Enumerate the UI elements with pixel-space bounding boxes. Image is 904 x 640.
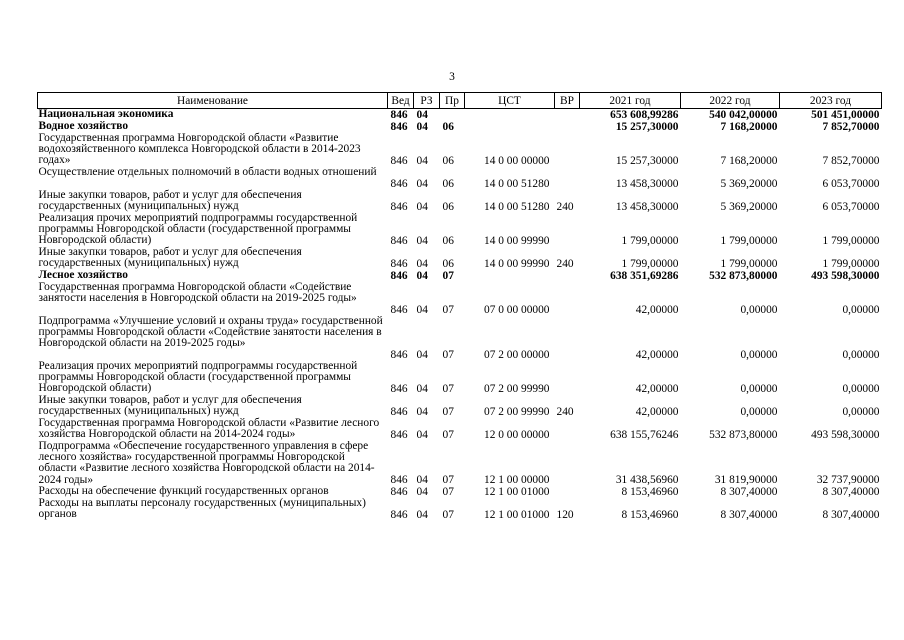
row-vr (555, 486, 580, 498)
row-2022: 31 819,90000 (714, 473, 778, 486)
row-pr: 07 (442, 473, 454, 486)
row-rz: 04 (416, 108, 428, 121)
row-pr: 06 (442, 200, 454, 213)
row-rz: 04 (416, 428, 428, 441)
row-2022: 540 042,00000 (709, 108, 778, 121)
table-row (38, 213, 882, 247)
row-rz: 04 (416, 120, 428, 133)
row-2021: 13 458,30000 (615, 200, 679, 213)
col-header-2021: 2021 год (580, 93, 681, 109)
row-name: Иные закупки товаров, работ и услуг для обеспечения государственных (муниципальных) нужд (38, 246, 302, 270)
row-cst: 14 0 00 51280 (484, 177, 550, 190)
row-cst: 07 2 00 99990 (484, 382, 550, 395)
row-2022: 7 168,20000 (720, 154, 778, 167)
row-vr (555, 133, 580, 167)
row-vr (555, 121, 580, 133)
row-2021: 638 155,76246 (610, 428, 679, 441)
row-2021: 15 257,30000 (615, 154, 679, 167)
row-vr: 240 (556, 257, 574, 270)
row-vr (555, 109, 580, 122)
row-2023: 7 852,70000 (822, 120, 880, 133)
row-vr (555, 316, 580, 361)
row-2023: 493 598,30000 (811, 428, 880, 441)
row-vr (555, 361, 580, 395)
row-2022: 0,00000 (740, 405, 778, 418)
row-vr (555, 441, 580, 486)
row-name: Реализация прочих мероприятий подпрограммы государственной программы Новгородской области (государственной программы Новгородской области) (38, 360, 358, 395)
row-2023: 6 053,70000 (822, 200, 880, 213)
row-name: Лесное хозяйство (38, 269, 129, 281)
row-pr: 07 (442, 269, 454, 282)
row-name: Иные закупки товаров, работ и услуг для обеспечения государственных (муниципальных) нужд (38, 394, 302, 418)
table-header-row (38, 93, 882, 109)
row-2021: 15 257,30000 (615, 120, 679, 133)
row-2023: 493 598,30000 (811, 269, 880, 282)
row-rz: 04 (416, 154, 428, 167)
row-name: Водное хозяйство (38, 120, 129, 132)
row-vr (555, 270, 580, 282)
row-rz: 04 (416, 382, 428, 395)
col-header-ved: Вед (388, 93, 414, 109)
col-header-name: Наименование (38, 93, 388, 109)
row-2021: 1 799,00000 (621, 257, 679, 270)
row-2023: 1 799,00000 (822, 234, 880, 247)
row-2022: 0,00000 (740, 348, 778, 361)
row-2022: 532 873,80000 (709, 269, 778, 282)
row-2022: 5 369,20000 (720, 200, 778, 213)
row-2021: 8 153,46960 (621, 508, 679, 521)
table-row (38, 316, 882, 361)
row-cst: 14 0 00 99990 (484, 257, 550, 270)
row-name: Осуществление отдельных полномочий в области водных отношений (38, 166, 377, 178)
row-rz: 04 (416, 405, 428, 418)
row-cst: 12 0 00 00000 (484, 428, 550, 441)
row-2021: 8 153,46960 (621, 485, 679, 498)
row-ved: 846 (390, 428, 408, 441)
table-row (38, 247, 882, 270)
page-number: 3 (449, 71, 455, 83)
row-cst: 07 0 00 00000 (484, 303, 550, 316)
row-vr (555, 213, 580, 247)
row-2022: 1 799,00000 (720, 234, 778, 247)
row-ved: 846 (390, 234, 408, 247)
row-name: Государственная программа Новгородской области «Развитие водохозяйственного комплекса Новгородской области в 2014-2023 годах» (38, 132, 361, 167)
row-name: Расходы на обеспечение функций государственных органов (38, 485, 329, 497)
row-2023: 0,00000 (842, 348, 880, 361)
row-vr (555, 282, 580, 316)
row-pr: 06 (442, 257, 454, 270)
row-2022: 1 799,00000 (720, 257, 778, 270)
table-row (38, 361, 882, 395)
row-cst: 14 0 00 51280 (484, 200, 550, 213)
row-ved: 846 (390, 382, 408, 395)
row-name: Подпрограмма «Обеспечение государственного управления в сфере лесного хозяйства» государственной программы Новгородской области «Развитие лесного хозяйства Новгородской области на 2014-2024 годы» (38, 440, 375, 486)
table-row (38, 418, 882, 441)
row-name: Национальная экономика (38, 108, 174, 120)
row-cst: 07 2 00 99990 (484, 405, 550, 418)
row-name: Государственная программа Новгородской области «Содействие занятости населения в Новгородской области на 2019-2025 годы» (38, 281, 357, 305)
row-2023: 0,00000 (842, 303, 880, 316)
row-cst: 12 1 00 00000 (484, 473, 550, 486)
row-name: Иные закупки товаров, работ и услуг для обеспечения государственных (муниципальных) нужд (38, 189, 302, 213)
col-header-rz: РЗ (414, 93, 440, 109)
row-name: Подпрограмма «Улучшение условий и охраны труда» государственной программы Новгородской области «Содействие занятости населения в Новгородской области на 2019-2025 годы» (38, 315, 383, 350)
row-ved: 846 (390, 473, 408, 486)
row-2021: 13 458,30000 (615, 177, 679, 190)
row-pr (440, 109, 465, 122)
row-vr: 240 (556, 405, 574, 418)
row-pr: 07 (442, 303, 454, 316)
row-name: Государственная программа Новгородской области «Развитие лесного хозяйства Новгородской области на 2014-2024 годы» (38, 417, 380, 441)
row-vr: 240 (556, 200, 574, 213)
row-2022: 8 307,40000 (720, 485, 778, 498)
row-2023: 1 799,00000 (822, 257, 880, 270)
row-rz: 04 (416, 269, 428, 282)
table-row (38, 133, 882, 167)
row-ved: 846 (390, 154, 408, 167)
row-cst: 12 1 00 01000 (484, 508, 550, 521)
row-pr: 07 (442, 405, 454, 418)
row-ved: 846 (390, 108, 408, 121)
row-pr: 07 (442, 508, 454, 521)
row-pr: 06 (442, 154, 454, 167)
col-header-vr: ВР (555, 93, 580, 109)
table-row (38, 167, 882, 190)
row-ved: 846 (390, 348, 408, 361)
row-2021: 638 351,69286 (610, 269, 679, 282)
row-rz: 04 (416, 234, 428, 247)
row-2023: 8 307,40000 (822, 485, 880, 498)
row-cst (465, 270, 555, 282)
row-cst (465, 109, 555, 122)
row-ved: 846 (390, 269, 408, 282)
row-rz: 04 (416, 348, 428, 361)
row-pr: 06 (442, 177, 454, 190)
col-header-2022: 2022 год (681, 93, 780, 109)
row-cst: 14 0 00 00000 (484, 154, 550, 167)
table-row (38, 282, 882, 316)
row-ved: 846 (390, 257, 408, 270)
row-2021: 31 438,56960 (615, 473, 679, 486)
row-pr: 07 (442, 485, 454, 498)
row-rz: 04 (416, 177, 428, 190)
row-2023: 7 852,70000 (822, 154, 880, 167)
row-2023: 0,00000 (842, 405, 880, 418)
table-row (38, 498, 882, 521)
row-2023: 32 737,90000 (816, 473, 880, 486)
row-vr (555, 167, 580, 190)
row-rz: 04 (416, 485, 428, 498)
row-2021: 1 799,00000 (621, 234, 679, 247)
row-2021: 42,00000 (635, 348, 679, 361)
row-pr: 07 (442, 428, 454, 441)
row-cst (465, 121, 555, 133)
row-rz: 04 (416, 257, 428, 270)
row-pr: 07 (442, 382, 454, 395)
row-rz: 04 (416, 473, 428, 486)
row-pr: 06 (442, 234, 454, 247)
row-2022: 8 307,40000 (720, 508, 778, 521)
row-2022: 5 369,20000 (720, 177, 778, 190)
col-header-2023: 2023 год (780, 93, 882, 109)
row-ved: 846 (390, 405, 408, 418)
row-2023: 6 053,70000 (822, 177, 880, 190)
row-2022: 0,00000 (740, 303, 778, 316)
row-2023: 501 451,00000 (811, 108, 880, 121)
table-row (38, 395, 882, 418)
budget-table (37, 92, 882, 521)
row-2022: 532 873,80000 (709, 428, 778, 441)
row-ved: 846 (390, 177, 408, 190)
row-ved: 846 (390, 303, 408, 316)
row-vr (555, 418, 580, 441)
row-2021: 653 608,99286 (610, 108, 679, 121)
row-pr: 06 (442, 120, 454, 133)
row-vr: 120 (556, 508, 574, 521)
table-row (38, 190, 882, 213)
row-ved: 846 (390, 200, 408, 213)
row-cst: 14 0 00 99990 (484, 234, 550, 247)
row-2023: 0,00000 (842, 382, 880, 395)
row-name: Расходы на выплаты персоналу государственных (муниципальных) органов (38, 497, 366, 521)
row-pr: 07 (442, 348, 454, 361)
row-ved: 846 (390, 120, 408, 133)
row-ved: 846 (390, 485, 408, 498)
table-row (38, 109, 882, 122)
row-cst: 12 1 00 01000 (484, 485, 550, 498)
row-rz: 04 (416, 200, 428, 213)
row-2022: 0,00000 (740, 382, 778, 395)
row-2023: 8 307,40000 (822, 508, 880, 521)
row-ved: 846 (390, 508, 408, 521)
row-2021: 42,00000 (635, 303, 679, 316)
table-row (38, 441, 882, 486)
row-rz: 04 (416, 508, 428, 521)
col-header-pr: Пр (440, 93, 465, 109)
row-cst: 07 2 00 00000 (484, 348, 550, 361)
row-2022: 7 168,20000 (720, 120, 778, 133)
row-2021: 42,00000 (635, 382, 679, 395)
row-name: Реализация прочих мероприятий подпрограммы государственной программы Новгородской области (государственной программы Новгородской области) (38, 212, 358, 247)
row-rz: 04 (416, 303, 428, 316)
col-header-cst: ЦСТ (465, 93, 555, 109)
row-2021: 42,00000 (635, 405, 679, 418)
